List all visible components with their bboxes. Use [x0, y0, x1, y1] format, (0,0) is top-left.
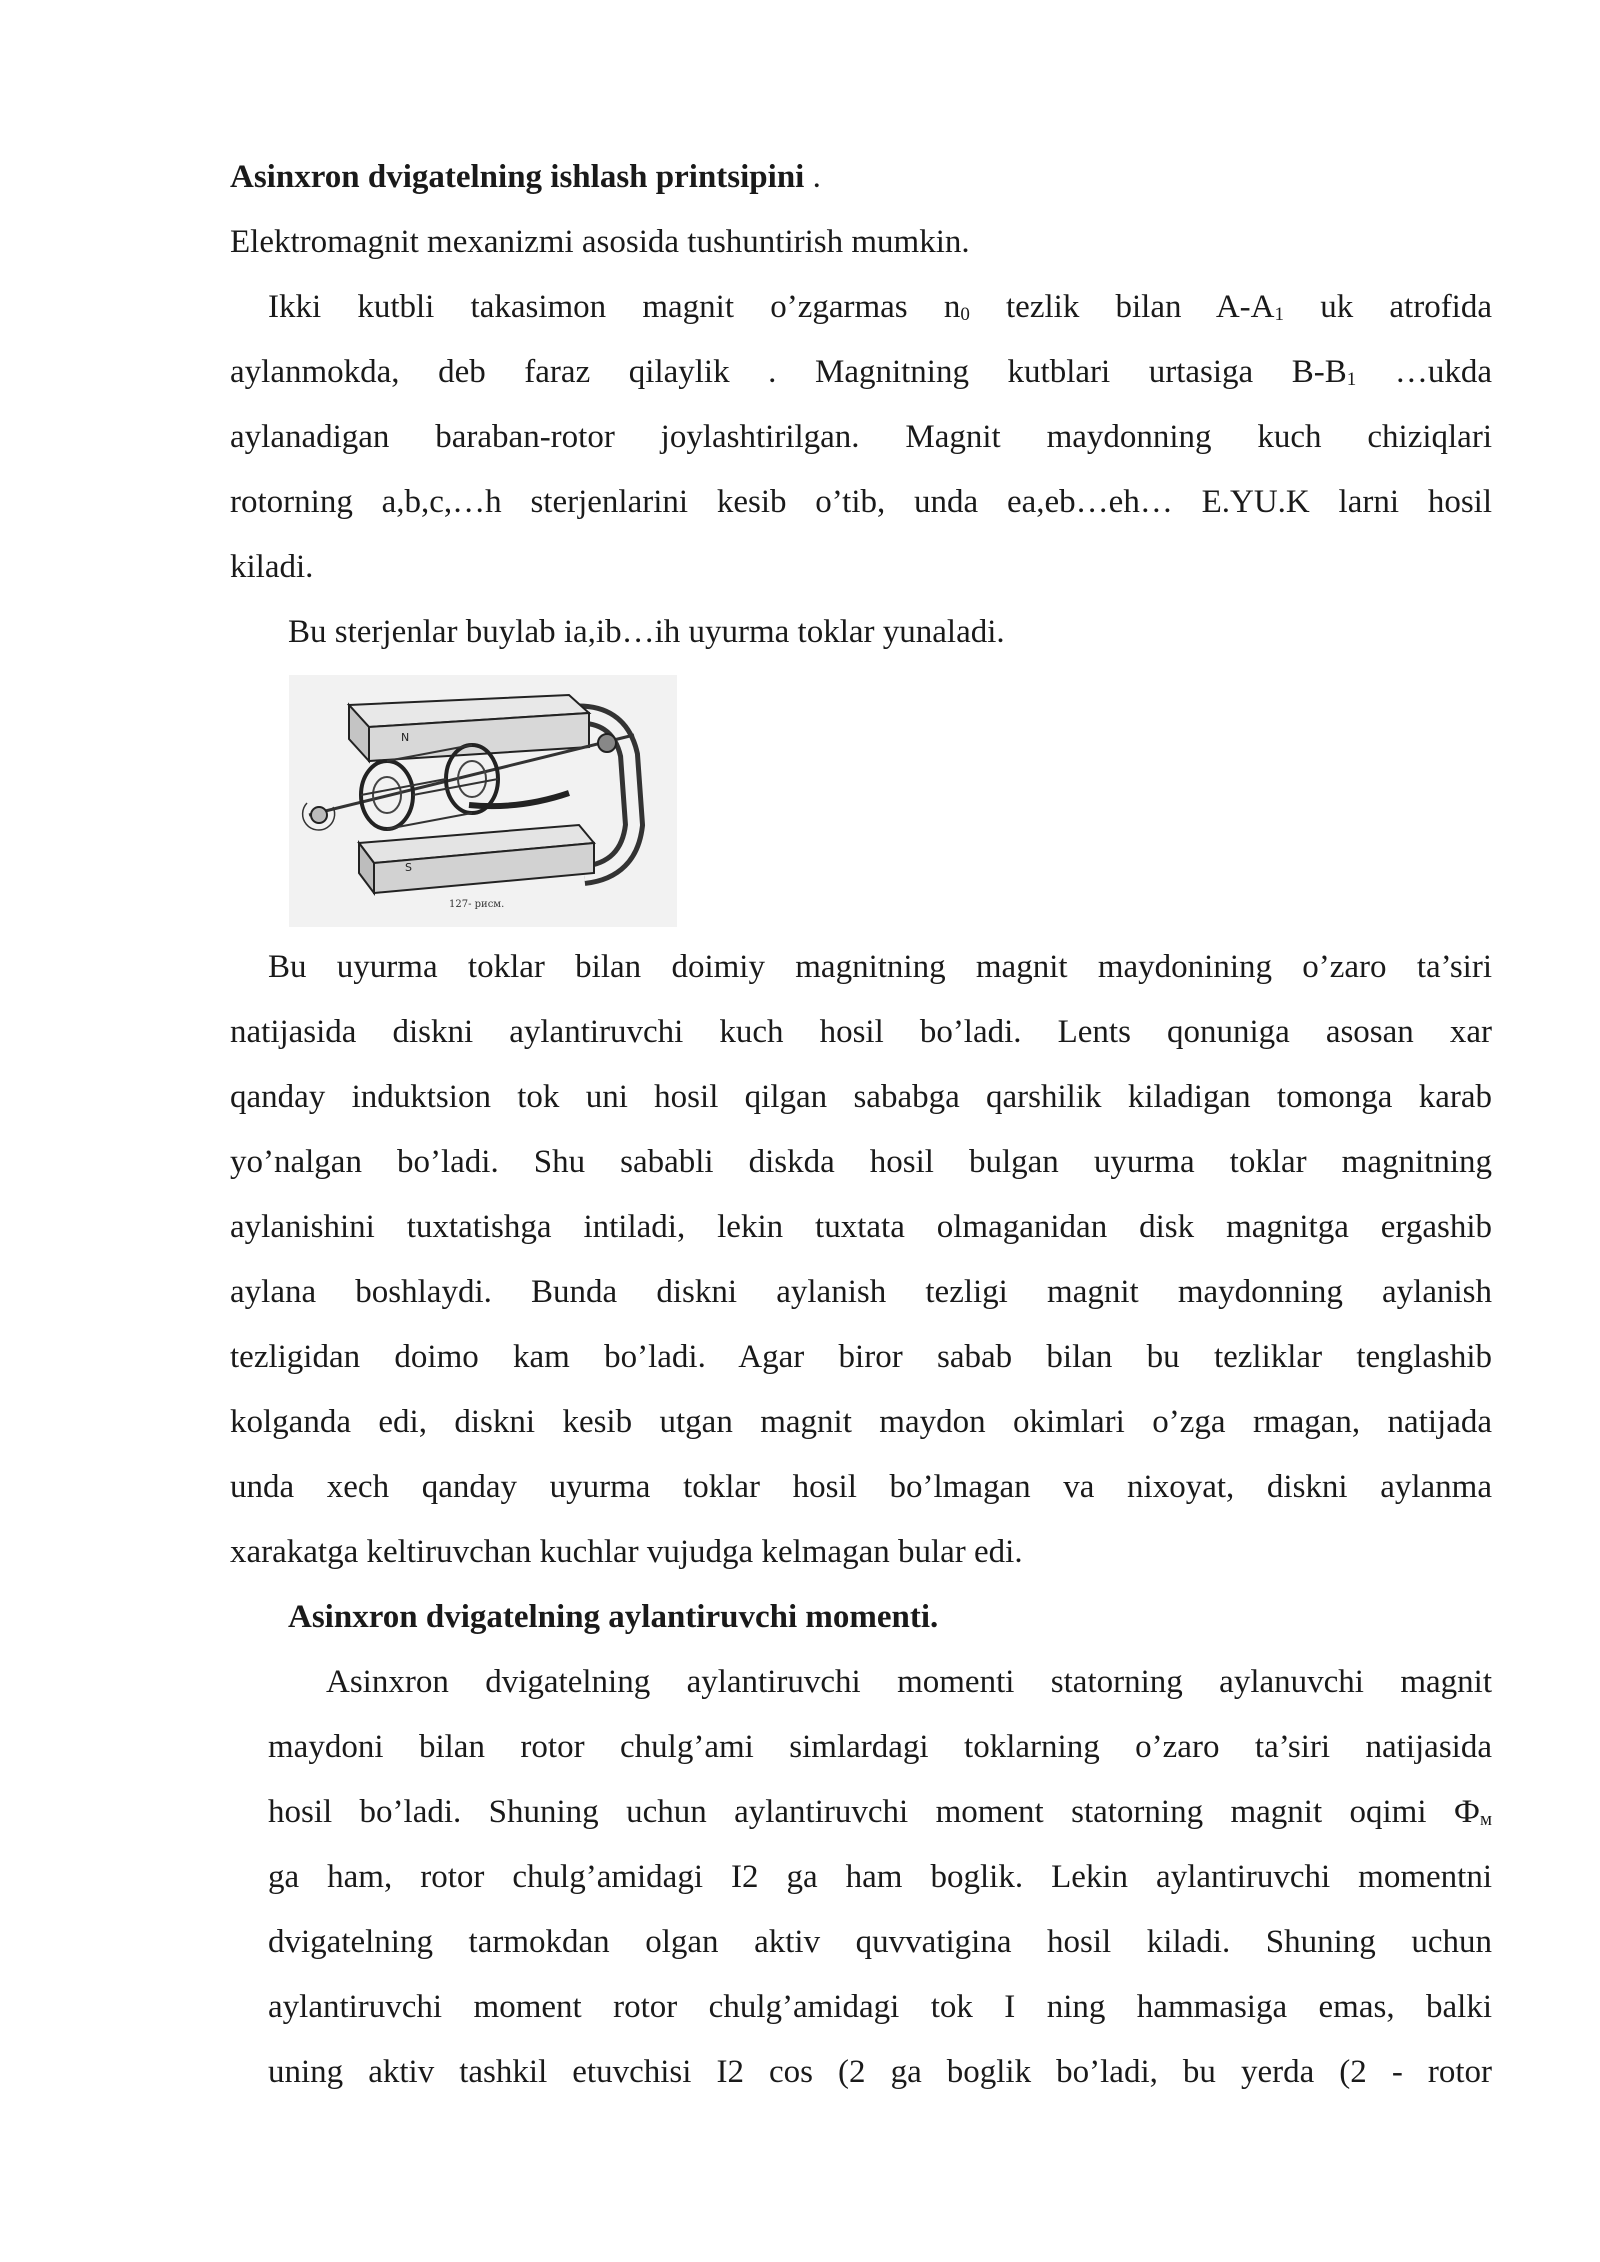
paragraph-line: hosil bo’ladi. Shuning uchun aylantiruvchi moment statorning magnit oqimi $Ф_м$: [268, 1794, 1492, 1830]
pole-n-label: N: [401, 731, 410, 744]
section-heading: [230, 157, 821, 197]
paragraph-line: qanday induktsion tok uni hosil qilgan sababga qarshilik kiladigan tomonga karab: [230, 1079, 1492, 1115]
figure-caption: 127- рисм.: [449, 899, 505, 910]
paragraph-line: Bu uyurma toklar bilan doimiy magnitning magnit maydonining o’zaro ta’siri: [268, 949, 1492, 985]
heading-text: Asinxron dvigatelning ishlash printsipini: [230, 159, 805, 195]
paragraph-line: uning aktiv tashkil etuvchisi I2 cos (2 ga boglik bo’ladi, bu yerda (2 - rotor: [268, 2054, 1492, 2090]
pole-s-label: S: [405, 861, 412, 874]
paragraph-line: natijasida diskni aylantiruvchi kuch hosil bo’ladi. Lents qonuniga asosan xar: [230, 1014, 1492, 1050]
paragraph-line: yo’nalgan bo’ladi. Shu sababli diskda hosil bulgan uyurma toklar magnitning: [230, 1144, 1492, 1180]
paragraph-line: xarakatga keltiruvchan kuchlar vujudga kelmagan bular edi.: [230, 1534, 1023, 1570]
paragraph-line: rotorning a,b,c,…h sterjenlarini kesib o’tib, unda ea,eb…eh… E.YU.K larni hosil: [230, 484, 1492, 520]
paragraph-line: maydoni bilan rotor chulg’ami simlardagi toklarning o’zaro ta’siri natijasida: [268, 1729, 1492, 1765]
paragraph-line: kiladi.: [230, 549, 314, 585]
paragraph-line: ga ham, rotor chulg’amidagi I2 ga ham boglik. Lekin aylantiruvchi momentni: [268, 1859, 1492, 1895]
heading-tail: .: [804, 159, 821, 195]
paragraph-line: Ikki kutbli takasimon magnit o’zgarmas $n_0$ tezlik bilan $A-A_1$ uk atrofida: [268, 289, 1492, 325]
section-heading-2: Asinxron dvigatelning aylantiruvchi momenti.: [288, 1599, 939, 1635]
paragraph-line: aylantiruvchi moment rotor chulg’amidagi tok I ning hammasiga emas, balki: [268, 1989, 1492, 2025]
paragraph-line: aylanishini tuxtatishga intiladi, lekin tuxtata olmaganidan disk magnitga ergashib: [230, 1209, 1492, 1245]
paragraph-line: aylanmokda, deb faraz qilaylik . Magnitning kutblari urtasiga $B-B_1$ …ukda: [230, 354, 1492, 390]
paragraph-line: kolganda edi, diskni kesib utgan magnit maydon okimlari o’zga rmagan, natijada: [230, 1404, 1492, 1440]
paragraph-line: aylana boshlaydi. Bunda diskni aylanish tezligi magnit maydonning aylanish: [230, 1274, 1492, 1310]
paragraph-line: aylanadigan baraban-rotor joylashtirilgan. Magnit maydonning kuch chiziqlari: [230, 419, 1492, 455]
paragraph-line: unda xech qanday uyurma toklar hosil bo’lmagan va nixoyat, diskni aylanma: [230, 1469, 1492, 1505]
paragraph-line: Bu sterjenlar buylab ia,ib…ih uyurma toklar yunaladi.: [288, 614, 1005, 650]
magnet-rotor-illustration: [289, 675, 677, 927]
paragraph-line: tezligidan doimo kam bo’ladi. Agar biror sabab bilan bu tezliklar tenglashib: [230, 1339, 1492, 1375]
paragraph-line: Asinxron dvigatelning aylantiruvchi momenti statorning aylanuvchi magnit: [326, 1664, 1492, 1700]
paragraph-line: Elektromagnit mexanizmi asosida tushuntirish mumkin.: [230, 224, 970, 260]
paragraph-line: dvigatelning tarmokdan olgan aktiv quvvatigina hosil kiladi. Shuning uchun: [268, 1924, 1492, 1960]
motor-principle-figure: [289, 675, 677, 927]
